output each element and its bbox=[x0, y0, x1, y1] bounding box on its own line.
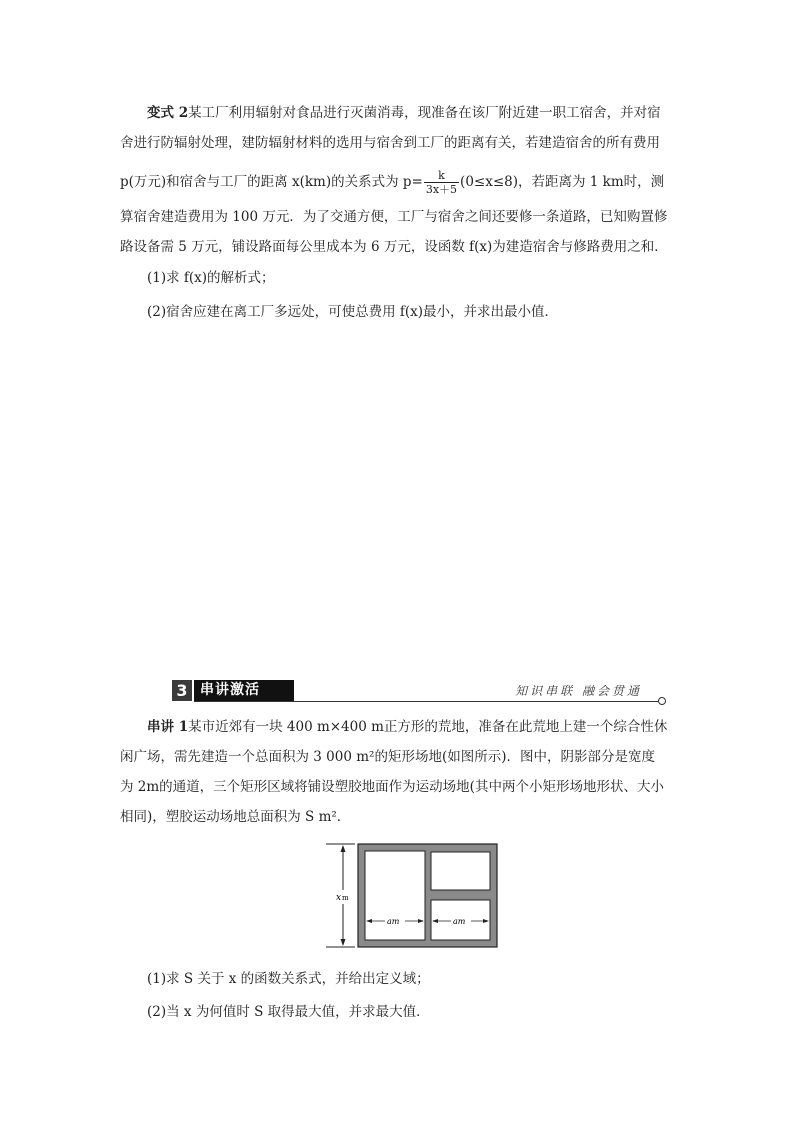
lecture-line-4: 相同)，塑胶运动场地总面积为 S m²． bbox=[120, 809, 351, 825]
variant-line-5: 路设备需 5 万元，铺设路面每公里成本为 6 万元，设函数 f(x)为建造宿舍与修路费用之和． bbox=[120, 239, 668, 255]
variant-line-2: 舍进行防辐射处理，建防辐射材料的选用与宿舍到工厂的距离有关，若建造宿舍的所有费用 bbox=[120, 135, 660, 151]
section-number: 3 bbox=[172, 680, 192, 701]
variant-line-1: 变式 2某工厂利用辐射对食品进行灭菌消毒，现准备在该厂附近建一职工宿舍，并对宿 bbox=[147, 105, 661, 121]
large-court bbox=[365, 851, 425, 940]
lecture-question-2: (2)当 x 为何值时 S 取得最大值，并求最大值． bbox=[147, 1004, 430, 1020]
lecture-line-2: 闲广场，需先建造一个总面积为 3 000 m²的矩形场地(如图所示)．图中，阴影部分是宽度 bbox=[120, 749, 655, 765]
variant-line-3: p(万元)和宿舍与工厂的距离 x(km)的关系式为 p= $\frac{k}{3x+5}$ (0≤x≤8)，若距离为 1 km时，测 bbox=[120, 169, 665, 196]
a-label-right: am bbox=[453, 917, 466, 926]
x-unit: m bbox=[342, 894, 349, 902]
lecture-question-1: (1)求 S 关于 x 的函数关系式，并给出定义域； bbox=[147, 971, 430, 987]
lecture-line-1: 串讲 1某市近郊有一块 400 m×400 m正方形的荒地，准备在此荒地上建一个综合性休 bbox=[147, 719, 668, 735]
small-court-top bbox=[431, 852, 490, 890]
x-label: x bbox=[336, 893, 342, 903]
plaza-diagram bbox=[325, 842, 500, 950]
section-title: 串讲激活 bbox=[194, 680, 294, 701]
variant-line-4: 算宿舍建造费用为 100 万元．为了交通方便，工厂与宿舍之间还要修一条道路，已知购置修 bbox=[120, 209, 668, 225]
lecture-line-3: 为 2m的通道，三个矩形区域将铺设塑胶地面作为运动场地(其中两个小矩形场地形状、大小 bbox=[120, 779, 664, 795]
fraction: $\frac{k}{3x+5}$ bbox=[425, 169, 458, 196]
section-rule bbox=[194, 701, 660, 702]
section-rule-dot bbox=[658, 697, 666, 705]
variant-question-2: (2)宿舍应建在离工厂多远处，可使总费用 f(x)最小，并求出最小值． bbox=[147, 304, 559, 320]
section-header bbox=[172, 680, 668, 702]
a-label-left: am bbox=[387, 917, 400, 926]
dim-arrow-down bbox=[341, 939, 346, 946]
variant-question-1: (1)求 f(x)的解析式； bbox=[147, 270, 275, 286]
section-subtitle: 知识串联 融会贯通 bbox=[515, 684, 642, 698]
variant-lead: 变式 2 bbox=[147, 105, 189, 121]
lecture-lead: 串讲 1 bbox=[147, 719, 189, 735]
dim-arrow-up bbox=[341, 845, 346, 852]
